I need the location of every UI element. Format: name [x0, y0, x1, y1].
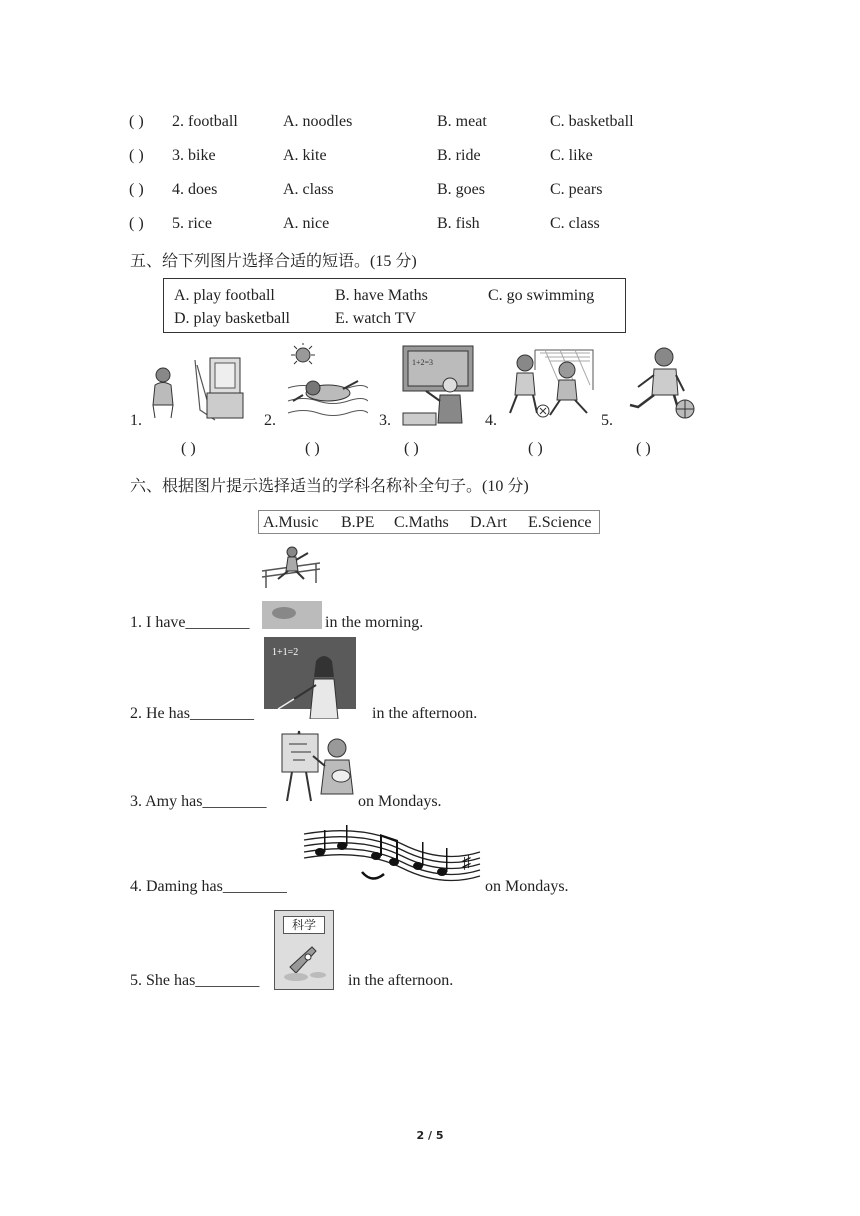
- picture-number: 2.: [264, 412, 276, 429]
- kids-playing-football-icon: [505, 345, 595, 423]
- option-c: C. like: [550, 147, 593, 164]
- question-word: 3. bike: [172, 147, 216, 164]
- question-word: 4. does: [172, 181, 218, 198]
- sentence-prefix: 1. I have________: [130, 614, 250, 631]
- svg-text:♯: ♯: [462, 852, 471, 872]
- answer-bracket[interactable]: ( ): [129, 113, 144, 130]
- answer-bracket[interactable]: ( ): [129, 215, 144, 232]
- page-number: 2 / 5: [416, 1129, 444, 1142]
- subject-option: E.Science: [528, 514, 592, 531]
- picture-number: 3.: [379, 412, 391, 429]
- option-c: C. class: [550, 215, 600, 232]
- teacher-maths-icon: [398, 343, 478, 426]
- subject-option: B.PE: [341, 514, 375, 531]
- sentence-suffix: in the afternoon.: [372, 705, 478, 722]
- maths-teacher-icon: [264, 637, 356, 719]
- picture-number: 4.: [485, 412, 497, 429]
- answer-bracket[interactable]: ( ): [129, 181, 144, 198]
- option-a: A. kite: [283, 147, 327, 164]
- phrase-options-box: [163, 278, 626, 333]
- option-a: A. nice: [283, 215, 330, 232]
- girl-watching-tv-icon: [145, 350, 250, 425]
- section5-heading: 五、给下列图片选择合适的短语。(15 分): [130, 253, 417, 270]
- option-b: B. fish: [437, 215, 480, 232]
- subject-option: A.Music: [263, 514, 319, 531]
- svg-text:1+2=3: 1+2=3: [412, 358, 434, 367]
- rocket-icon: [280, 937, 328, 985]
- subject-option: C.Maths: [394, 514, 449, 531]
- sentence-suffix: in the morning.: [325, 614, 424, 631]
- phrase-option: E. watch TV: [335, 310, 417, 327]
- option-b: B. goes: [437, 181, 485, 198]
- option-a: A. class: [283, 181, 334, 198]
- answer-bracket[interactable]: ( ): [528, 440, 543, 457]
- art-painting-icon: [277, 726, 357, 806]
- section6-heading: 六、根据图片提示选择适当的学科名称补全句子。(10 分): [130, 478, 529, 495]
- sentence-prefix: 2. He has________: [130, 705, 254, 722]
- sentence-prefix: 4. Daming has________: [130, 878, 287, 895]
- music-notes-icon: [302, 822, 482, 884]
- answer-bracket[interactable]: ( ): [404, 440, 419, 457]
- book-title: 科学: [283, 916, 325, 934]
- sentence-suffix: on Mondays.: [358, 793, 442, 810]
- sentence-suffix: on Mondays.: [485, 878, 569, 895]
- boy-playing-basketball-icon: [622, 343, 700, 425]
- phrase-option: D. play basketball: [174, 310, 290, 327]
- picture-number: 1.: [130, 412, 142, 429]
- phrase-option: C. go swimming: [488, 287, 595, 304]
- option-a: A. noodles: [283, 113, 353, 130]
- answer-bracket[interactable]: ( ): [129, 147, 144, 164]
- answer-bracket[interactable]: ( ): [636, 440, 651, 457]
- sentence-prefix: 3. Amy has________: [130, 793, 267, 810]
- science-book-icon: [274, 910, 334, 990]
- answer-bracket[interactable]: ( ): [181, 440, 196, 457]
- boy-swimming-icon: [283, 343, 368, 423]
- question-word: 2. football: [172, 113, 238, 130]
- pe-hurdle-icon: [258, 543, 324, 631]
- picture-number: 5.: [601, 412, 613, 429]
- option-c: C. basketball: [550, 113, 634, 130]
- option-b: B. meat: [437, 113, 487, 130]
- option-c: C. pears: [550, 181, 603, 198]
- answer-bracket[interactable]: ( ): [305, 440, 320, 457]
- svg-text:1+1=2: 1+1=2: [272, 647, 299, 658]
- sentence-prefix: 5. She has________: [130, 972, 260, 989]
- subject-options-box: [258, 510, 600, 534]
- subject-option: D.Art: [470, 514, 507, 531]
- question-word: 5. rice: [172, 215, 212, 232]
- option-b: B. ride: [437, 147, 481, 164]
- phrase-option: B. have Maths: [335, 287, 428, 304]
- phrase-option: A. play football: [174, 287, 275, 304]
- sentence-suffix: in the afternoon.: [348, 972, 454, 989]
